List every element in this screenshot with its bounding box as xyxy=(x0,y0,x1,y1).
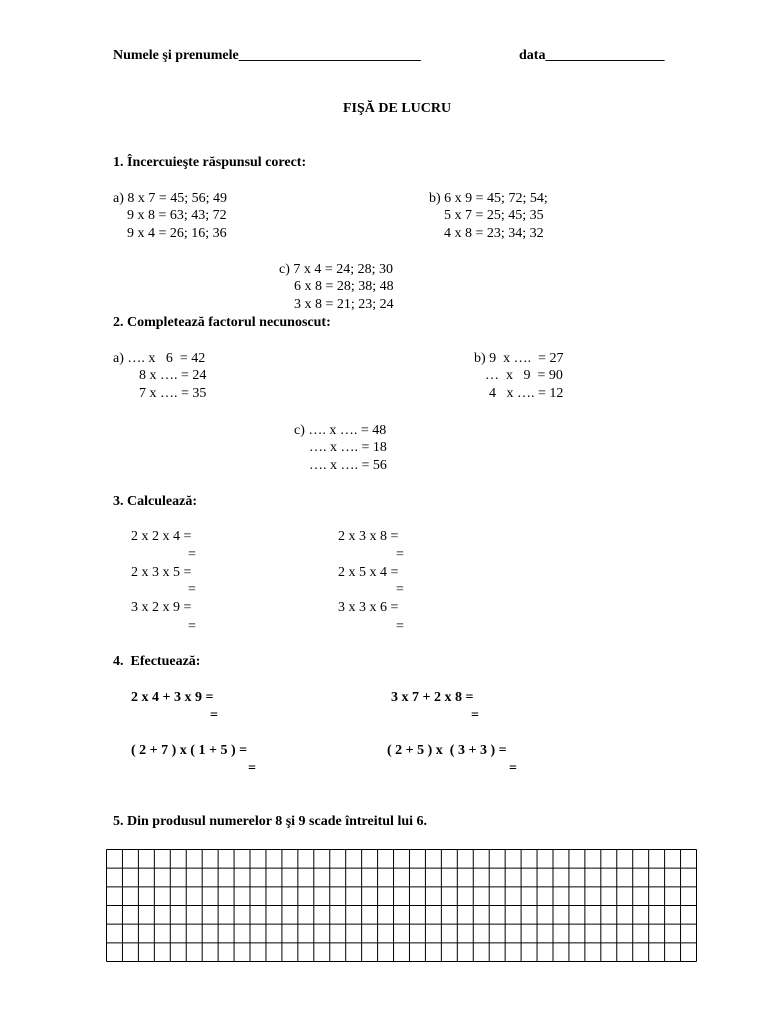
ex1-c-line-3: 3 x 8 = 21; 23; 24 xyxy=(294,297,394,312)
ex2-c-line-1: c) …. x …. = 48 xyxy=(294,423,387,438)
ex3-right-eq-3: = xyxy=(396,619,404,634)
ex3-left-eq-2: = xyxy=(188,582,196,597)
page-title: FIŞĂ DE LUCRU xyxy=(343,101,452,116)
ex3-right-expr-1: 2 x 3 x 8 = xyxy=(338,529,399,544)
name-field-label: Numele şi prenumele__________________________ xyxy=(113,48,421,63)
ex3-left-expr-3: 3 x 2 x 9 = xyxy=(131,600,192,615)
ex2-a-line-3: 7 x …. = 35 xyxy=(139,386,207,401)
ex4-expr-3: ( 2 + 7 ) x ( 1 + 5 ) = xyxy=(131,743,248,758)
ex2-c-line-2: …. x …. = 18 xyxy=(309,440,387,455)
ex3-right-expr-2: 2 x 5 x 4 = xyxy=(338,565,399,580)
ex1-c-line-1: c) 7 x 4 = 24; 28; 30 xyxy=(279,262,394,277)
ex3-right-eq-2: = xyxy=(396,582,404,597)
exercise-5-heading: 5. Din produsul numerelor 8 şi 9 scade întreitul lui 6. xyxy=(113,814,428,829)
ex2-b-line-2: … x 9 = 90 xyxy=(485,368,563,383)
ex2-c-line-3: …. x …. = 56 xyxy=(309,458,387,473)
ex1-b-line-2: 5 x 7 = 25; 45; 35 xyxy=(444,208,544,223)
ex2-b-line-1: b) 9 x …. = 27 xyxy=(474,351,564,366)
ex4-eq-4: = xyxy=(509,761,517,776)
ex3-left-eq-1: = xyxy=(188,547,196,562)
ex1-a-line-2: 9 x 8 = 63; 43; 72 xyxy=(127,208,227,223)
ex1-c-line-2: 6 x 8 = 28; 38; 48 xyxy=(294,279,394,294)
answer-grid xyxy=(106,849,698,964)
exercise-2-heading: 2. Completează factorul necunoscut: xyxy=(113,315,331,330)
exercise-3-heading: 3. Calculează: xyxy=(113,494,197,509)
ex2-a-line-1: a) …. x 6 = 42 xyxy=(113,351,206,366)
ex2-a-line-2: 8 x …. = 24 xyxy=(139,368,207,383)
ex1-a-line-1: a) 8 x 7 = 45; 56; 49 xyxy=(113,191,228,206)
ex1-b-line-1: b) 6 x 9 = 45; 72; 54; xyxy=(429,191,548,206)
ex4-eq-1: = xyxy=(210,708,218,723)
ex1-a-line-3: 9 x 4 = 26; 16; 36 xyxy=(127,226,227,241)
ex3-left-expr-2: 2 x 3 x 5 = xyxy=(131,565,192,580)
date-field-label: data_________________ xyxy=(519,48,665,63)
ex4-expr-4: ( 2 + 5 ) x ( 3 + 3 ) = xyxy=(387,743,507,758)
ex3-left-eq-3: = xyxy=(188,619,196,634)
ex4-expr-1: 2 x 4 + 3 x 9 = xyxy=(131,690,214,705)
ex3-right-eq-1: = xyxy=(396,547,404,562)
ex4-eq-3: = xyxy=(248,761,256,776)
ex1-b-line-3: 4 x 8 = 23; 34; 32 xyxy=(444,226,544,241)
exercise-1-heading: 1. Încercuieşte răspunsul corect: xyxy=(113,155,307,170)
ex4-eq-2: = xyxy=(471,708,479,723)
exercise-4-heading: 4. Efectuează: xyxy=(113,654,201,669)
ex3-left-expr-1: 2 x 2 x 4 = xyxy=(131,529,192,544)
ex2-b-line-3: 4 x …. = 12 xyxy=(489,386,564,401)
ex3-right-expr-3: 3 x 3 x 6 = xyxy=(338,600,399,615)
ex4-expr-2: 3 x 7 + 2 x 8 = xyxy=(391,690,474,705)
